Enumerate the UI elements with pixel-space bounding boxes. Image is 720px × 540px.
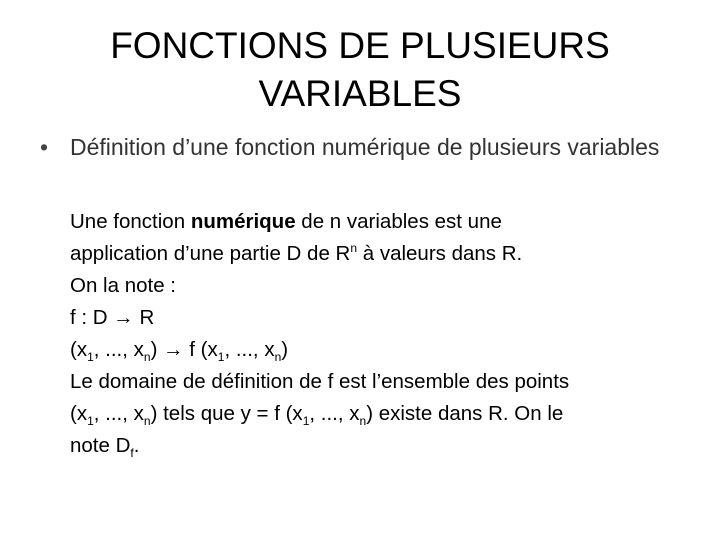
bullet-item <box>40 132 690 163</box>
body-line-1-b: de n variables est une <box>295 210 502 233</box>
body-line-5-b: , ..., x <box>93 338 144 361</box>
body-line-5-s4: n <box>274 350 282 364</box>
body-line-1-bold: numérique <box>190 210 296 233</box>
body-line-7-s2: n <box>143 414 151 428</box>
body-line-8 <box>70 430 690 462</box>
body-line-7-e: ) existe dans R. On le <box>366 402 564 425</box>
body-line-7-d: , ..., x <box>309 402 360 425</box>
body-line-7-c: ) tels que y = f (x <box>150 402 303 425</box>
body-line-5 <box>70 334 690 366</box>
body-line-5-s2: n <box>143 350 151 364</box>
body-line-5-c: ) → f (x <box>150 338 218 361</box>
body-line-8-sub: f <box>130 446 134 460</box>
body-line-2 <box>70 238 690 270</box>
body-line-2-a: application d’une partie D de R <box>70 242 351 265</box>
bullet-marker: • <box>40 134 49 160</box>
body-line-7-a: (x <box>70 402 88 425</box>
body-line-7-b: , ..., x <box>93 402 144 425</box>
slide-title-line-2: VARIABLES <box>258 73 462 114</box>
body-line-5-s1: 1 <box>87 350 94 364</box>
body-line-1-a: Une fonction <box>70 210 191 233</box>
body-line-4: f : D → R <box>70 306 155 329</box>
body-line-8-a: note D <box>70 434 131 457</box>
body-line-2-sup: n <box>350 241 358 255</box>
body-line-5-a: (x <box>70 338 88 361</box>
body-line-5-e: ) <box>281 338 289 361</box>
definition-body <box>70 206 690 462</box>
slide-title <box>60 22 660 118</box>
body-line-7 <box>70 398 690 430</box>
body-line-7-s3: 1 <box>302 414 310 428</box>
body-line-7-s1: 1 <box>87 414 94 428</box>
body-line-1 <box>70 206 690 238</box>
body-line-8-b: . <box>133 434 140 457</box>
slide-title-line-1: FONCTIONS DE PLUSIEURS <box>110 25 610 66</box>
body-line-7-s4: n <box>359 414 367 428</box>
body-line-5-d: , ..., x <box>224 338 275 361</box>
body-line-3: On la note : <box>70 274 176 297</box>
body-line-2-b: à valeurs dans R. <box>357 242 523 265</box>
body-line-6: Le domaine de définition de f est l’ensemble des points <box>70 370 570 393</box>
bullet-text: Définition d’une fonction numérique de plusieurs variables <box>70 134 660 160</box>
body-line-5-s3: 1 <box>217 350 225 364</box>
